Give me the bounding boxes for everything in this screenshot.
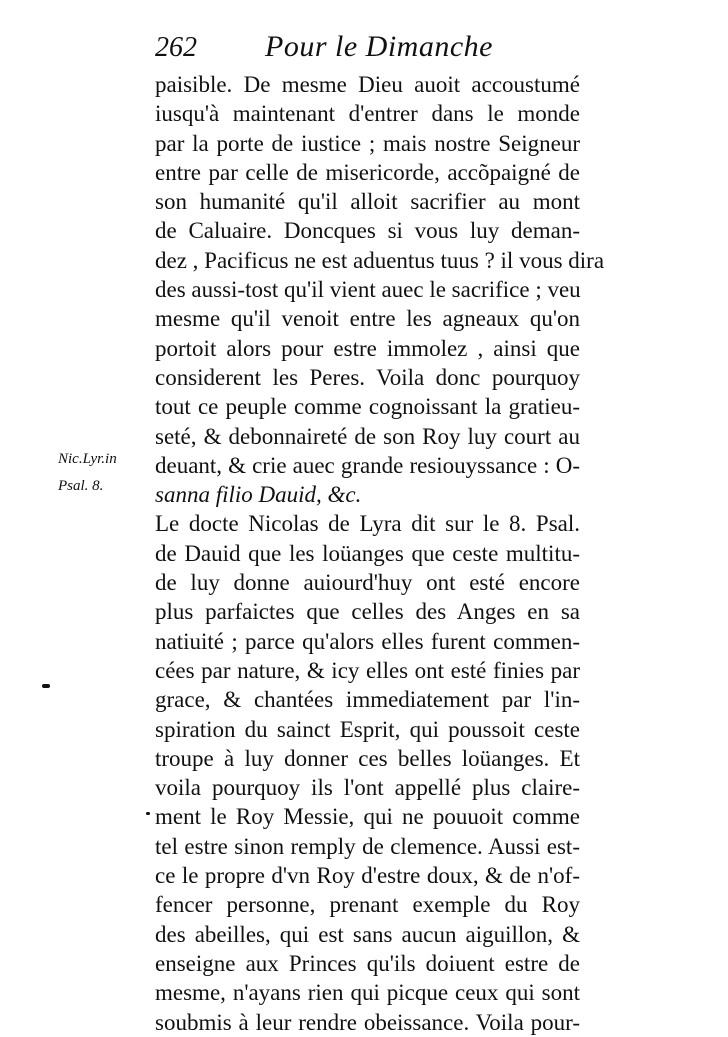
text-line: soubmis à leur rendre obeissance. Voila pour- [155, 1009, 580, 1035]
text-line: tout ce peuple comme cognoissant la gratieu- [155, 394, 580, 420]
text-line: cées par nature, & icy elles ont esté finies par [155, 657, 580, 683]
margin-citation [58, 446, 153, 500]
text-line: des abeilles, qui est sans aucun aiguillon, & [155, 921, 580, 947]
text-line: mesme qu'il venoit entre les agneaux qu'on [155, 306, 580, 332]
text-line: ce le propre d'vn Roy d'estre doux, & de n'of- [155, 863, 580, 889]
text-line: deuant, & crie auec grande resiouyssance : O- [155, 452, 580, 478]
text-line: grace, & chantées immediatement par l'in- [155, 687, 580, 713]
text-line: des aussi-tost qu'il vient auec le sacrifice ; veu [155, 277, 581, 303]
text-line: son humanité qu'il alloit sacrifier au mont [155, 189, 580, 215]
text-line: dez , Pacificus ne est aduentus tuus ? il vous dira [155, 247, 605, 273]
text-line: considerent les Peres. Voila donc pourquoy [155, 364, 580, 390]
ink-mark [42, 684, 50, 688]
text-line: seté, & debonnaireté de son Roy luy court au [155, 423, 580, 449]
running-title: Pour le Dimanche [265, 30, 493, 63]
text-line: spiration du sainct Esprit, qui poussoit ceste [155, 716, 580, 742]
text-line: par la porte de iustice ; mais nostre Seigneur [155, 130, 580, 156]
text-line: natiuité ; parce qu'alors elles furent commen- [155, 628, 580, 654]
text-line: Le docte Nicolas de Lyra dit sur le 8. Psal. [155, 511, 580, 537]
text-line: plus parfaictes que celles des Anges en sa [155, 599, 580, 625]
text-line: de Caluaire. Doncques si vous luy deman- [155, 218, 580, 244]
text-line: iusqu'à maintenant d'entrer dans le monde [155, 101, 580, 127]
text-line: ment le Roy Messie, qui ne pouuoit comme [155, 804, 580, 830]
text-line: enseigne aux Princes qu'ils doiuent estre de [155, 950, 580, 976]
text-line: mesme, n'ayans rien qui picque ceux qui sont [155, 980, 580, 1006]
text-line: voila pourquoy ils l'ont appellé plus claire- [155, 775, 580, 801]
page-header [155, 30, 575, 70]
text-line: portoit alors pour estre immolez , ainsi que [155, 335, 580, 361]
ink-mark [146, 812, 150, 815]
text-line: de Dauid que les loüanges que ceste multitu- [155, 540, 580, 566]
text-line: paisible. De mesme Dieu auoit accoustumé [155, 72, 580, 97]
margin-citation-line: Nic.Lyr.in [58, 451, 117, 467]
body-text [155, 70, 605, 1037]
page-number: 262 [155, 32, 197, 63]
text-line: entre par celle de misericorde, accõpaigné de [155, 159, 580, 185]
margin-citation-line: Psal. 8. [58, 478, 104, 494]
text-line: troupe à luy donner ces belles loüanges. Et [155, 745, 580, 771]
text-line: sanna filio Dauid, &c. [155, 482, 362, 508]
text-line: fencer personne, prenant exemple du Roy [155, 892, 580, 918]
text-line: de luy donne auiourd'huy ont esté encore [155, 570, 580, 596]
text-line: tel estre sinon remply de clemence. Aussi est- [155, 833, 580, 859]
